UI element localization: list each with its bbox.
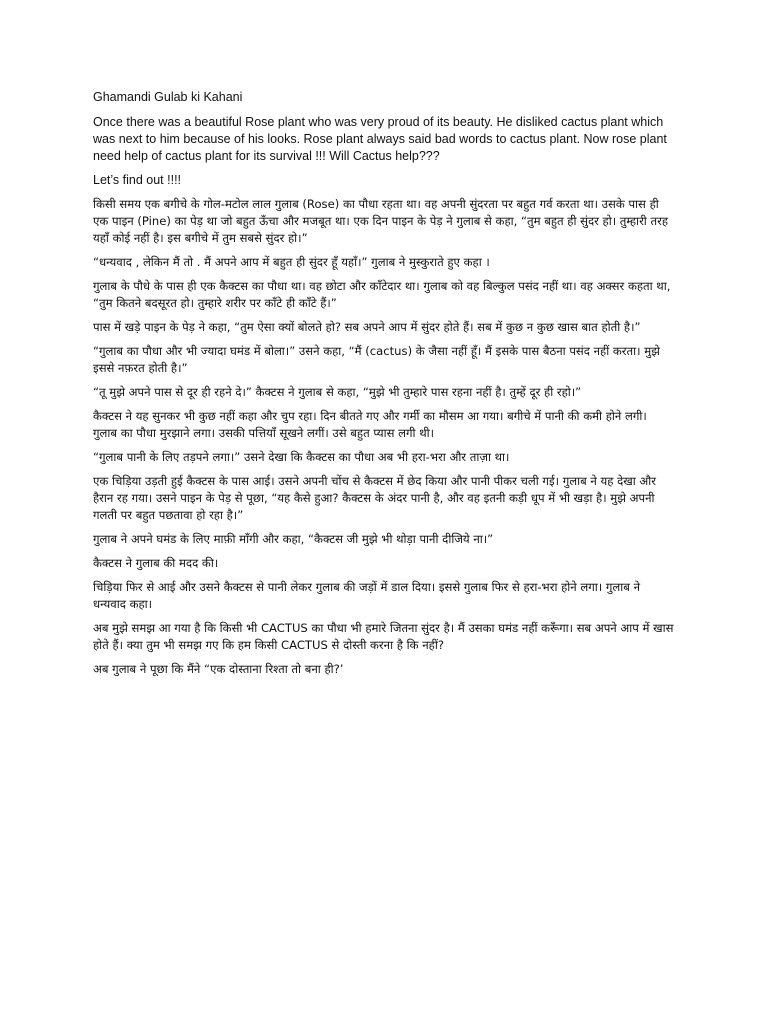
story-paragraph-13: अब मुझे समझ आ गया है कि किसी भी CACTUS का पौधा भी हमारे जितना सुंदर है। मैं उसका घमंड नहीं करूँगा। सब अपने आप में खास होते हैं। क्या तुम भी समझ गए कि हम किसी CACTUS से दोस्ती करना है कि नहीं?	[93, 621, 674, 652]
story-paragraph-3: गुलाब के पौधे के पास ही एक कैक्टस का पौधा था। वह छोटा और काँटेदार था। गुलाब को वह बिल्कुल पसंद नहीं था। वह अक्सर कहता था, “तुम कितने बदसूरत हो। तुम्हारे शरीर पर काँटे ही काँटे हैं।”	[93, 279, 671, 310]
story-paragraph-10: गुलाब ने अपने घमंड के लिए माफ़ी माँगी और कहा, “कैक्टस जी मुझे भी थोड़ा पानी दीजिये ना।”	[93, 532, 494, 546]
story-paragraph-9: एक चिड़िया उड़ती हुई कैक्टस के पास आई। उसने अपनी चोंच से कैक्टस में छेद किया और पानी पीकर चली गई। गुलाब ने यह देखा और हैरान रह गया। उसने पाइन के पेड़ से पूछा, “यह कैसे हुआ? कैक्टस के अंदर पानी है, और वह इतनी कड़ी धूप में भी खड़ा है। मुझे अपनी गलती पर बहुत पछतावा हो रहा है।”	[93, 474, 657, 522]
english-intro: Once there was a beautiful Rose plant who was very proud of its beauty. He disliked cactus plant which was next to him because of his looks. Rose plant always said bad words to cactus plant. Now rose plant need help of cactus plant for its survival !!! Will Cactus help???	[93, 115, 667, 163]
story-paragraph-5: “गुलाब का पौधा और भी ज्यादा घमंड में बोला।” उसने कहा, “मैं (cactus) के जैसा नहीं हूँ। मैं इसके पास बैठना पसंद नहीं करता। मुझे इससे नफ़रत होती है।”	[93, 344, 660, 375]
story-paragraph-11: कैक्टस ने गुलाब की मदद की।	[93, 556, 219, 570]
story-paragraph-2: “धन्यवाद , लेकिन मैं तो . मैं अपने आप में बहुत ही सुंदर हूँ यहाँ।” गुलाब ने मुस्कुराते हुए कहा ।	[93, 255, 490, 269]
story-paragraph-7: कैक्टस ने यह सुनकर भी कुछ नहीं कहा और चुप रहा। दिन बीतते गए और गर्मी का मौसम आ गया। बगीचे में पानी की कमी होने लगी। गुलाब का पौधा मुरझाने लगा। उसकी पत्तियाँ सूखने लगीं। उसे बहुत प्यास लगी थी।	[93, 409, 647, 440]
story-title: Ghamandi Gulab ki Kahani	[93, 90, 243, 104]
story-paragraph-4: पास में खड़े पाइन के पेड़ ने कहा, “तुम ऐसा क्यों बोलते हो? सब अपने आप में सुंदर होते हैं। सब में कुछ न कुछ खास बात होती है।”	[93, 320, 641, 334]
story-paragraph-8: “गुलाब पानी के लिए तड़पने लगा।” उसने देखा कि कैक्टस का पौधा अब भी हरा-भरा और ताज़ा था।	[93, 450, 510, 464]
story-paragraph-6: “तू मुझे अपने पास से दूर ही रहने दे।” कैक्टस ने गुलाब से कहा, “मुझे भी तुम्हारे पास रहना नहीं है। तुम्हें दूर ही रहो।”	[93, 385, 582, 399]
story-paragraph-12: चिड़िया फिर से आई और उसने कैक्टस से पानी लेकर गुलाब की जड़ों में डाल दिया। इससे गुलाब फिर से हरा-भरा होने लगा। गुलाब ने धन्यवाद कहा।	[93, 580, 641, 611]
find-out-line: Let’s find out !!!!	[93, 173, 182, 187]
story-paragraph-1: किसी समय एक बगीचे के गोल-मटोल लाल गुलाब (Rose) का पौधा रहता था। वह अपनी सुंदरता पर बहुत गर्व करता था। उसके पास ही एक पाइन (Pine) का पेड़ था जो बहुत ऊँचा और मजबूत था। एक दिन पाइन के पेड़ ने गुलाब से कहा, “तुम बहुत ही सुंदर हो। तुम्हारी तरह यहाँ कोई नहीं है। इस बगीचे में तुम सबसे सुंदर हो।”	[93, 197, 669, 245]
story-paragraph-14: अब गुलाब ने पूछा कि मैंने “एक दोस्ताना रिश्ता तो बना ही?’	[93, 662, 344, 676]
